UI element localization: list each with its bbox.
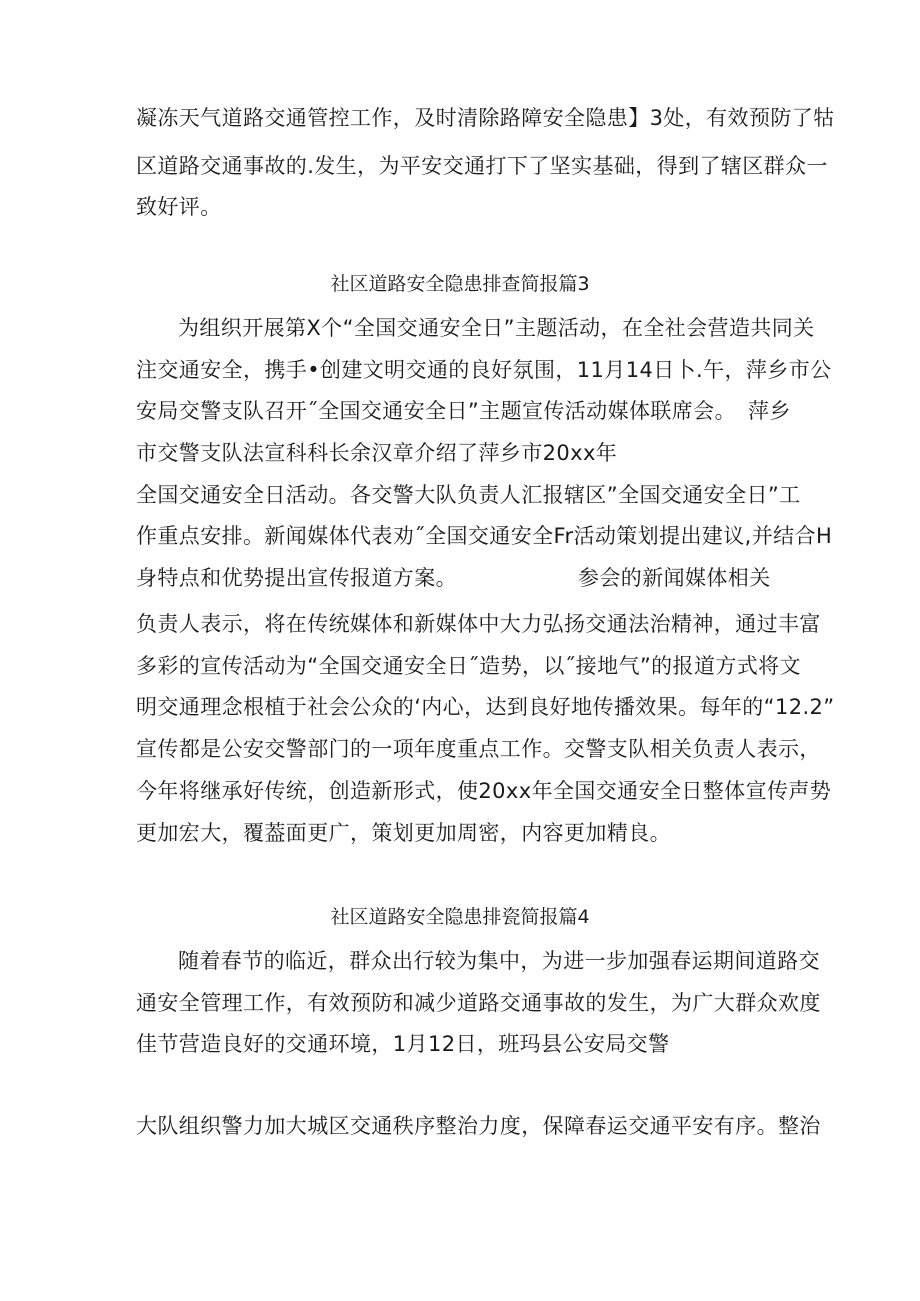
paragraph-line: 致好评。 — [136, 195, 222, 219]
paragraph-line: 萍乡 — [748, 399, 791, 423]
paragraph-line: 今年将继承好传统，创造新形式，使20xx年全国交通安全日整体宣传声势 — [136, 779, 832, 803]
paragraph-line: 明交通理念根植于社会公众的‘内心，达到良好地传播效果。每年的“12.2” — [136, 695, 835, 719]
section-heading: 社区道路安全隐患排瓷简报篇4 — [330, 906, 590, 928]
paragraph-line: 全国交通安全日活动。各交警大队负责人汇报辖区”全国交通安全日”工 — [136, 483, 801, 507]
paragraph-line: 负责人表示，将在传统媒体和新媒体中大力弘扬交通法治精神，通过丰富 — [136, 612, 821, 636]
paragraph-line: 大队组织警力加大城区交通秩序整治力度，保障春运交通平安有序。整治 — [136, 1114, 821, 1138]
paragraph-line: 参会的新闻媒体相关 — [578, 566, 771, 590]
paragraph-line: 宣传都是公安交警部门的一项年度重点工作。交警支队相关负责人表示， — [136, 737, 821, 761]
paragraph-line: 随着春节的临近，群众出行较为集中，为进一步加强春运期间道路交 — [178, 949, 820, 973]
paragraph-line: 佳节营造良好的交通环境，1月12日，班玛县公安局交警 — [136, 1032, 670, 1056]
paragraph-line: 安局交警支队召开˝全国交通安全日”主题宣传活动媒体联席会。 — [136, 399, 736, 423]
paragraph-line: 身特点和优势提出宣传报道方案。 — [136, 566, 457, 590]
paragraph-line: 为组织开展第X个“全国交通安全日”主题活动，在全社会营造共同关 — [178, 316, 815, 340]
paragraph-line: 凝冻天气道路交通管控工作，及时清除路障安全隐患】3处，有效预防了牯 — [136, 106, 835, 130]
paragraph-line: 区道路交通事故的.发生，为平安交通打下了坚实基础，得到了辖区群众一 — [136, 154, 828, 178]
section-heading: 社区道路安全隐患排查简报篇3 — [330, 273, 590, 295]
paragraph-line: 多彩的宣传活动为“全国交通安全日˝造势，以˝接地气”的报道方式将文 — [136, 654, 801, 678]
paragraph-line: 市交警支队法宣科科长余汉章介绍了萍乡市20xx年 — [136, 441, 618, 465]
paragraph-line: 作重点安排。新闻媒体代表劝˝全国交通安全Fr活动策划提出建议,并结合H — [136, 524, 833, 548]
paragraph-line: 更加宏大，覆葢面更广，策划更加周密，内容更加精良。 — [136, 821, 671, 845]
paragraph-line: 注交通安全，携手•创建文明交通的良好氛围，11月14日卜.午，萍乡市公 — [136, 358, 832, 382]
paragraph-line: 通安全管理工作，有效预防和减少道路交通事故的发生，为广大群众欢度 — [136, 991, 821, 1015]
